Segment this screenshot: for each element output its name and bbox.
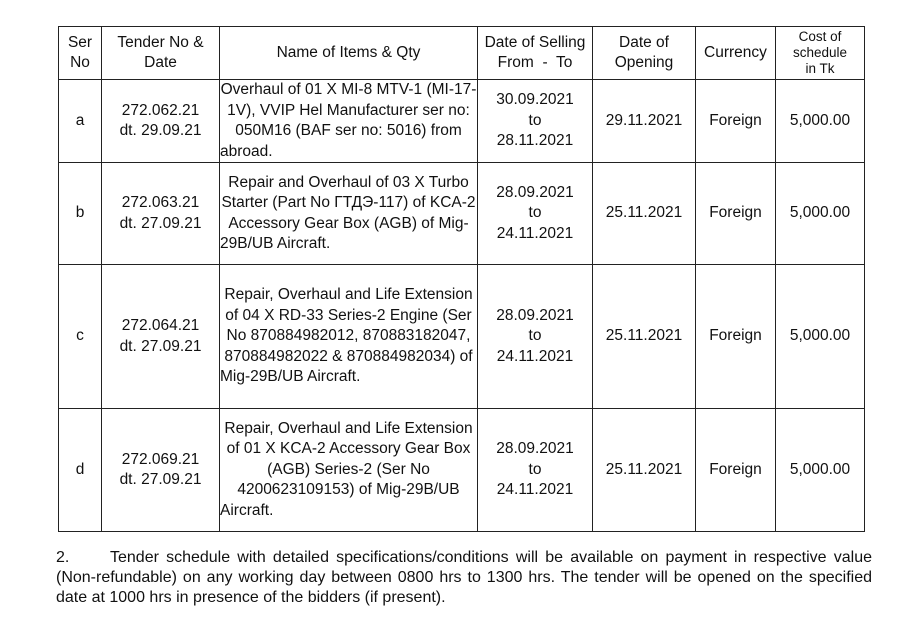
row-items: Repair, Overhaul and Life Extension of 04 X RD-33 Series-2 Engine (Ser No 870884982012, 870883182047, 870884982022 & 870884982034) of Mig-29B/UB Aircraft. <box>220 265 478 409</box>
row-selling-dates: 30.09.2021 to 28.11.2021 <box>478 80 593 163</box>
row-currency: Foreign <box>696 409 776 532</box>
row-opening-date: 29.11.2021 <box>593 80 696 163</box>
row-tender: 272.069.21 dt. 27.09.21 <box>102 409 220 532</box>
row-ser: b <box>59 163 102 265</box>
header-currency: Currency <box>696 27 776 80</box>
table-row <box>59 80 865 163</box>
row-ser: a <box>59 80 102 163</box>
header-cost-of-schedule: Cost of schedule in Tk <box>776 27 865 80</box>
row-opening-date: 25.11.2021 <box>593 163 696 265</box>
row-currency: Foreign <box>696 265 776 409</box>
row-tender: 272.062.21 dt. 29.09.21 <box>102 80 220 163</box>
table-row <box>59 163 865 265</box>
row-currency: Foreign <box>696 163 776 265</box>
tender-table <box>58 26 865 532</box>
row-ser: c <box>59 265 102 409</box>
row-items: Repair and Overhaul of 03 X Turbo Starter (Part No ГТДЭ-117) of KCA-2 Accessory Gear Box (AGB) of Mig-29B/UB Aircraft. <box>220 163 478 265</box>
row-cost: 5,000.00 <box>776 409 865 532</box>
row-cost: 5,000.00 <box>776 80 865 163</box>
paragraph-text: Tender schedule with detailed specifications/conditions will be available on payment in respective value (Non-refundable) on any working day between 0800 hrs to 1300 hrs. The tender will be opened on the specified date at 1000 hrs in presence of the bidders (if present). <box>56 549 872 606</box>
table-row <box>59 265 865 409</box>
row-items: Overhaul of 01 X MI-8 MTV-1 (MI-17-1V), VVIP Hel Manufacturer ser no: 050M16 (BAF ser no: 5016) from abroad. <box>220 80 478 163</box>
row-opening-date: 25.11.2021 <box>593 409 696 532</box>
row-currency: Foreign <box>696 80 776 163</box>
header-tender-no-date: Tender No & Date <box>102 27 220 80</box>
header-date-of-selling: Date of Selling From - To <box>478 27 593 80</box>
row-selling-dates: 28.09.2021 to 24.11.2021 <box>478 409 593 532</box>
row-tender: 272.064.21 dt. 27.09.21 <box>102 265 220 409</box>
header-items-qty: Name of Items & Qty <box>220 27 478 80</box>
tender-document <box>58 26 868 532</box>
paragraph-number: 2. <box>56 549 70 566</box>
row-opening-date: 25.11.2021 <box>593 265 696 409</box>
row-selling-dates: 28.09.2021 to 24.11.2021 <box>478 163 593 265</box>
row-cost: 5,000.00 <box>776 265 865 409</box>
header-date-of-opening: Date of Opening <box>593 27 696 80</box>
table-header-row <box>59 27 865 80</box>
row-tender: 272.063.21 dt. 27.09.21 <box>102 163 220 265</box>
row-cost: 5,000.00 <box>776 163 865 265</box>
row-ser: d <box>59 409 102 532</box>
paragraph-2 <box>56 548 872 608</box>
header-ser-no: Ser No <box>59 27 102 80</box>
row-selling-dates: 28.09.2021 to 24.11.2021 <box>478 265 593 409</box>
table-row <box>59 409 865 532</box>
row-items: Repair, Overhaul and Life Extension of 01 X KCA-2 Accessory Gear Box (AGB) Series-2 (Ser No 4200623109153) of Mig-29B/UB Aircraft. <box>220 409 478 532</box>
